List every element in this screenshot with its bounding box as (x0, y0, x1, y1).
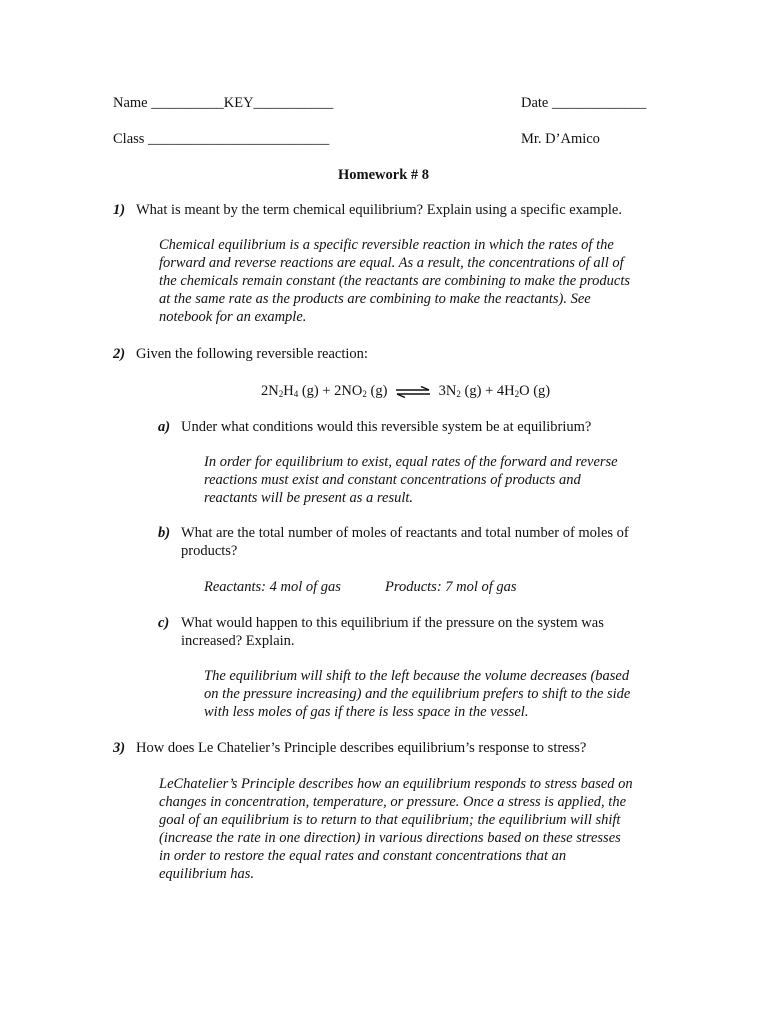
answer-line: equilibrium has. (159, 866, 255, 882)
answer-line: the chemicals remain constant (the reactants are combining to make the products (159, 273, 631, 289)
answer-line: goal of an equilibrium is to return to that equilibrium; the equilibrium will shift (159, 812, 621, 828)
question-2-text: Given the following reversible reaction: (136, 346, 368, 362)
question-2c-answer (204, 667, 674, 721)
answer-line: forward and reverse reactions are equal. As a result, the concentrations of all of (159, 255, 624, 271)
reaction-equation (261, 382, 550, 400)
equation-part: H (283, 383, 294, 399)
question-3-text: How does Le Chatelier’s Principle describes equilibrium’s response to stress? (136, 740, 587, 756)
question-2a-text: Under what conditions would this reversible system be at equilibrium? (181, 419, 592, 435)
equation-part: O (g) (519, 383, 551, 399)
question-3-number: 3) (113, 740, 126, 756)
answer-line: reactions must exist and constant concentrations of products and (204, 472, 581, 488)
question-2b-letter: b) (158, 525, 171, 541)
question-2c-text (181, 614, 604, 650)
answer-line: (increase the rate in one direction) in various directions based on these stresses (159, 830, 621, 846)
class-field: Class _________________________ (113, 131, 330, 147)
answer-line: at the same rate as the products are combining to make the reactants). See (159, 291, 591, 307)
question-2a-letter: a) (158, 419, 171, 435)
equation-subscript: 2 (362, 389, 367, 399)
name-field: Name __________KEY___________ (113, 95, 334, 111)
answer-line: The equilibrium will shift to the left because the volume decreases (based (204, 668, 630, 684)
answer-line: In order for equilibrium to exist, equal rates of the forward and reverse (204, 454, 618, 470)
equilibrium-arrows-icon (395, 386, 431, 398)
answer-line: in order to restore the equal rates and constant concentrations that an (159, 848, 567, 864)
question-2-number: 2) (113, 346, 126, 362)
question-2b-text (181, 524, 629, 560)
equation-part: (g) (366, 383, 388, 399)
equation-part: (g) + 2NO (298, 383, 363, 399)
answer-line: reactants will be present as a result. (204, 490, 414, 506)
question-2b-reactants: Reactants: 4 mol of gas (204, 579, 341, 595)
equation-subscript: 2 (514, 389, 520, 399)
equation-part: 3N (438, 383, 457, 399)
homework-title: Homework # 8 (338, 167, 430, 183)
question-1-text: What is meant by the term chemical equilibrium? Explain using a specific example. (136, 202, 622, 218)
question-2a-answer (204, 453, 674, 507)
question-2b-products: Products: 7 mol of gas (385, 579, 517, 595)
equation-part: (g) + 4H (460, 383, 515, 399)
question-2c-letter: c) (158, 615, 170, 631)
teacher-name: Mr. D’Amico (521, 131, 600, 147)
question-line: What would happen to this equilibrium if the pressure on the system was (181, 615, 604, 631)
answer-line: Chemical equilibrium is a specific reversible reaction in which the rates of the (159, 237, 614, 253)
answer-line: LeChatelier’s Principle describes how an equilibrium responds to stress based on (159, 776, 633, 792)
equation-part: 2N (261, 383, 279, 399)
equation-subscript: 4 (293, 389, 299, 399)
question-1-number: 1) (113, 202, 126, 218)
answer-line: on the pressure increasing) and the equilibrium prefers to shift to the side (204, 686, 631, 702)
answer-line: changes in concentration, temperature, or pressure. Once a stress is applied, the (159, 794, 627, 810)
date-field: Date _____________ (521, 95, 647, 111)
question-line: What are the total number of moles of reactants and total number of moles of (181, 525, 629, 541)
answer-line: with less moles of gas if there is less space in the vessel. (204, 704, 529, 720)
question-1-answer (159, 236, 679, 326)
question-3-answer (159, 775, 679, 883)
question-line: products? (181, 543, 238, 559)
equation-subscript: 2 (456, 389, 461, 399)
answer-line: notebook for an example. (159, 309, 307, 325)
equation-subscript: 2 (278, 389, 284, 399)
question-line: increased? Explain. (181, 633, 295, 649)
